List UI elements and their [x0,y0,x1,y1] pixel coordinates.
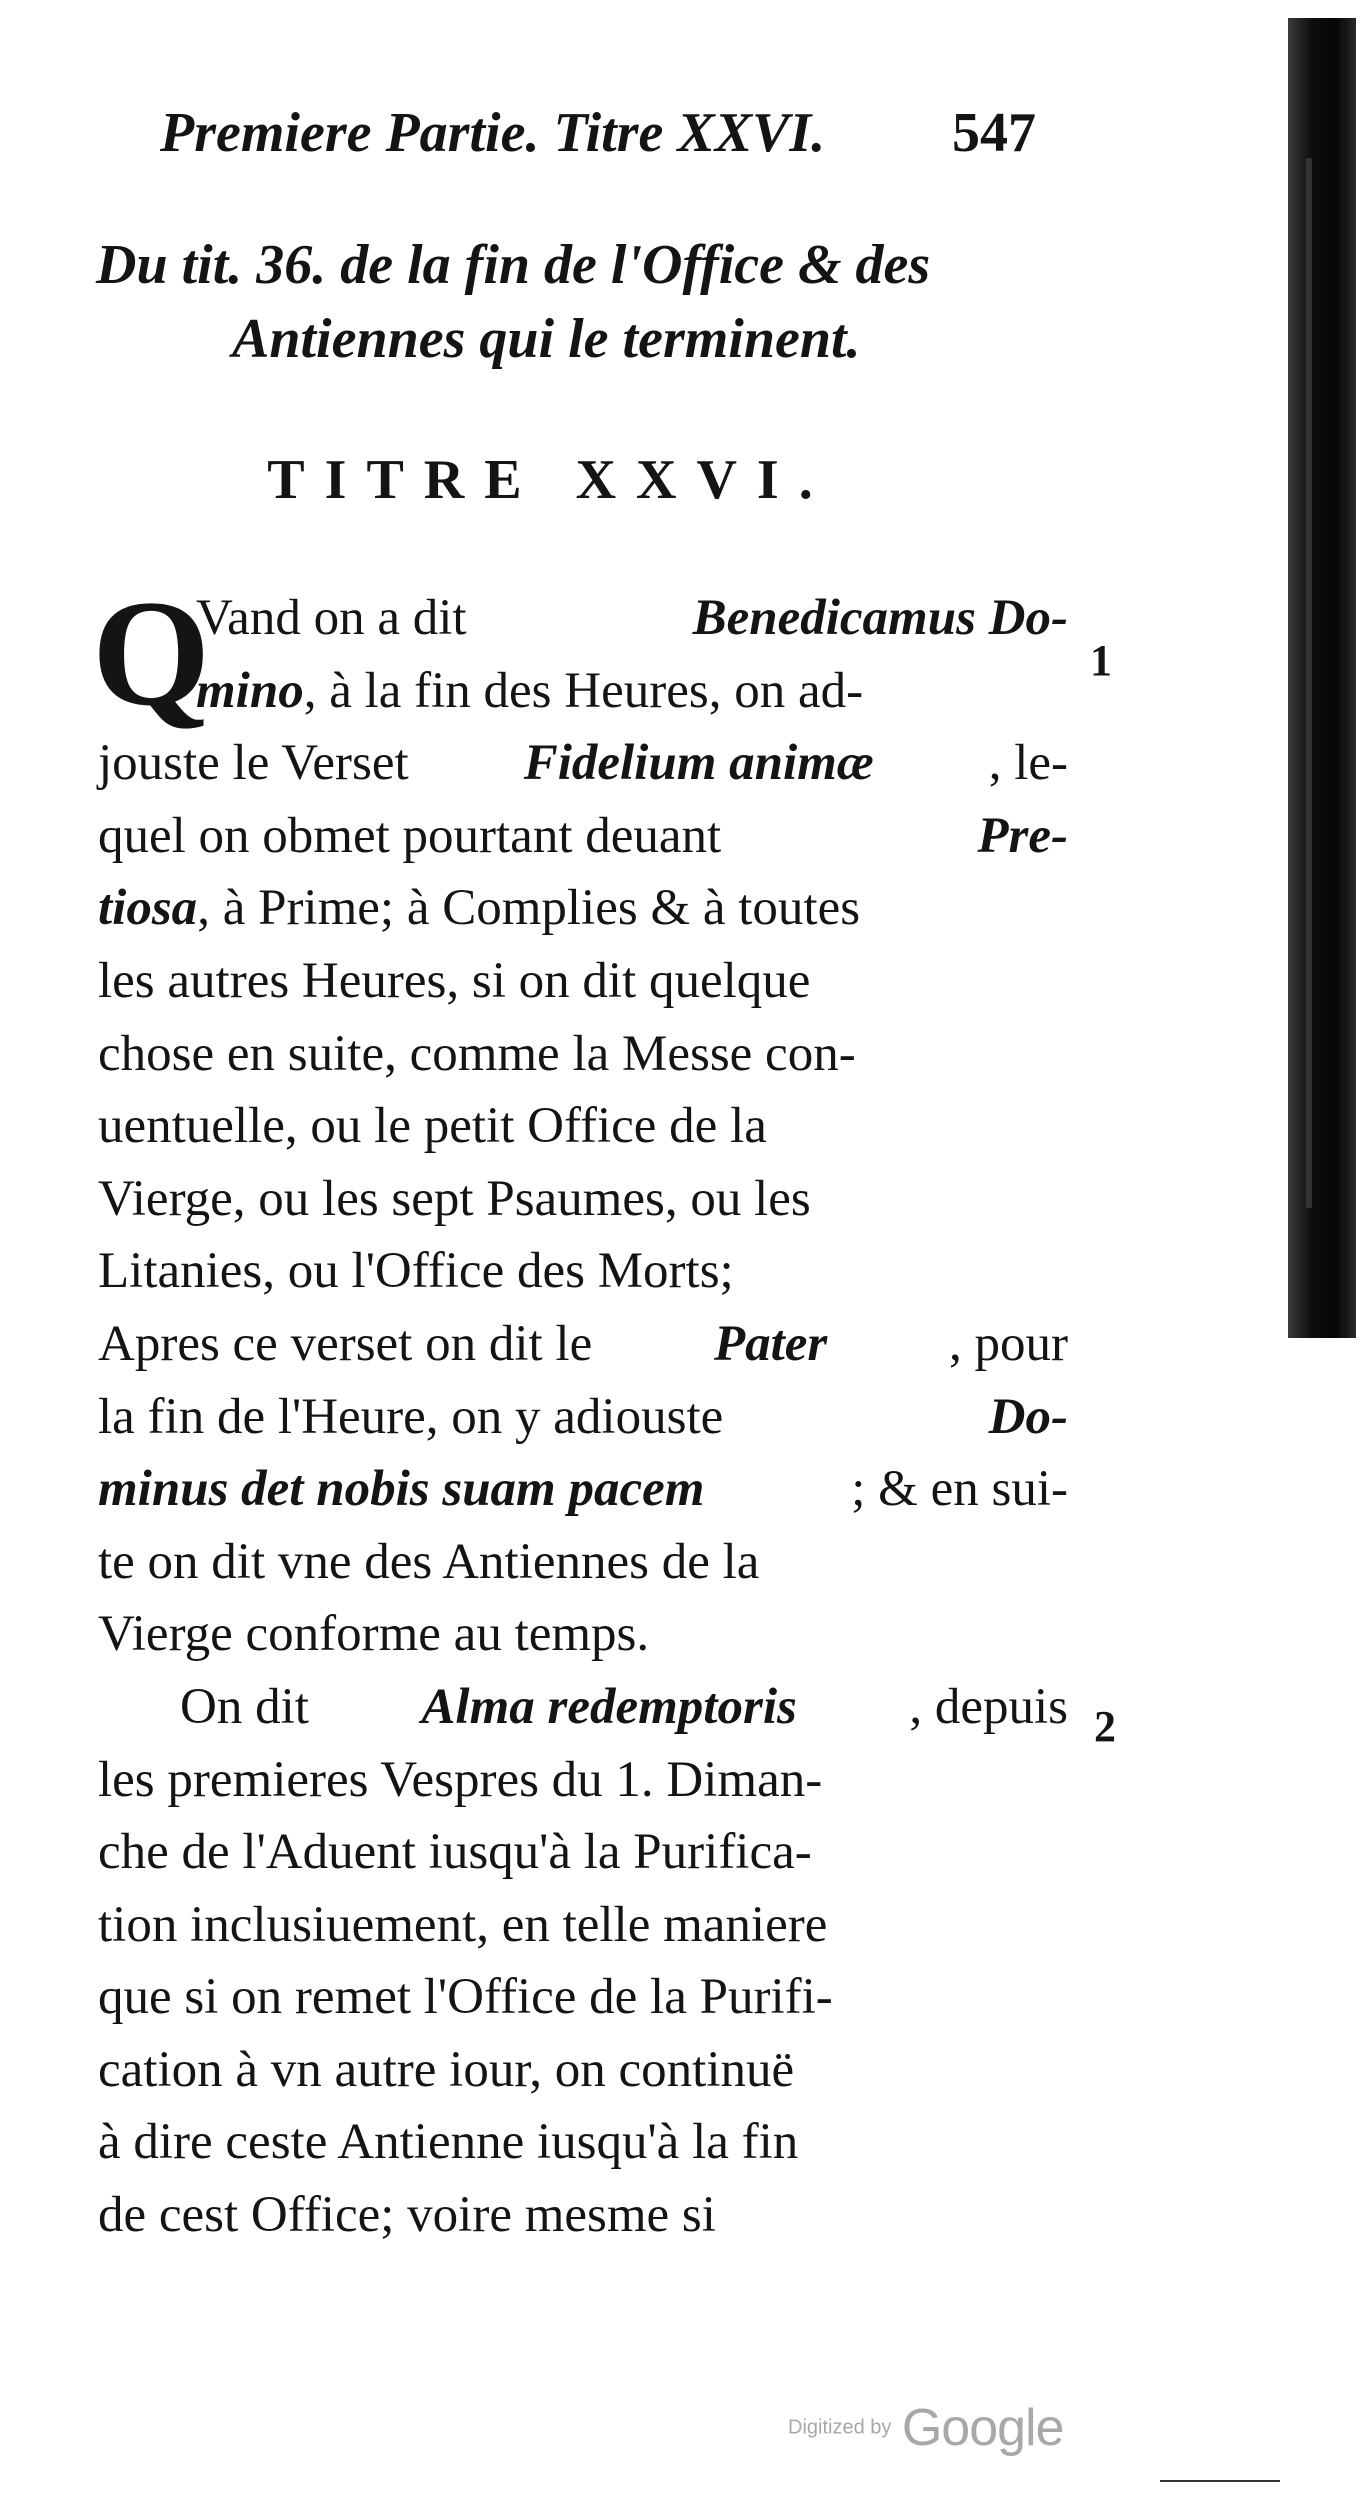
text-span: , à Prime; à Complies & à toutes [197,880,861,937]
text-line [98,727,1068,800]
page-spine-shadow [1288,18,1356,1338]
text-span: Apres ce verset on dit le [98,1315,593,1372]
watermark-prefix: Digitized by [788,2416,892,2439]
running-head-text: Premiere Partie. Titre XXVI. [160,102,826,164]
digitized-watermark [788,2398,1088,2458]
text-span: , depuis [909,1678,1068,1735]
italic-span: tiosa [98,880,198,937]
body-text [98,582,1068,2252]
text-line: che de l'Aduent iusqu'à la Purifica- [98,1824,812,1881]
text-span: quel on obmet pourtant deuant [98,807,722,864]
text-line [98,655,1068,728]
text-span: jouste le Verset [98,735,409,792]
text-line [98,1381,1068,1454]
text-line [98,582,1068,655]
text-span: , le- [988,735,1068,792]
text-line [98,800,1068,873]
text-line: les premieres Vespres du 1. Diman- [98,1751,823,1808]
bottom-rule [1160,2480,1280,2482]
text-line: cation à vn autre iour, on continuë [98,2041,795,2098]
italic-span: Alma redemptoris [421,1678,797,1735]
text-line: chose en suite, comme la Messe con- [98,1025,856,1082]
text-span: la fin de l'Heure, on y adiouste [98,1388,724,1445]
text-span: On dit [180,1678,309,1735]
watermark-brand: Google [901,2399,1064,2457]
text-line [98,1453,1068,1526]
italic-span: Benedicamus Do- [692,590,1068,646]
italic-span: Do- [988,1388,1068,1445]
italic-span: Fidelium animæ [523,735,874,792]
text-line: que si on remet l'Office de la Purifi- [98,1969,833,2026]
margin-number-2: 2 [1094,1702,1116,1751]
text-line: uentuelle, ou le petit Office de la [98,1098,767,1155]
italic-span: mino [196,662,304,719]
text-line: Vierge, ou les sept Psaumes, ou les [98,1170,811,1227]
margin-number-1: 1 [1090,636,1112,685]
chapter-summary [96,228,1086,376]
italic-span: Pre- [977,807,1068,864]
page-number: 547 [952,102,1036,164]
text-line [98,1671,1068,1744]
text-span: Vand on a dit [196,590,467,646]
text-line: te on dit vne des Antiennes de la [98,1533,760,1590]
section-title: TITRE XXVI. [267,449,833,511]
text-line [98,1308,1068,1381]
summary-line-1: Du tit. 36. de la fin de l'Office & des [96,234,931,296]
text-span: , à la fin des Heures, on ad- [303,662,864,719]
text-line: Vierge conforme au temps. [98,1606,650,1663]
text-line: Litanies, ou l'Office des Morts; [98,1243,734,1300]
text-line: tion inclusiuement, en telle maniere [98,1896,828,1953]
drop-cap-letter: Q [92,569,211,737]
text-span: , pour [949,1315,1068,1372]
italic-span: Pater [713,1315,828,1372]
text-span: ; & en sui- [851,1461,1068,1518]
running-head [160,88,1100,178]
text-line: les autres Heures, si on dit quelque [98,952,811,1009]
summary-line-2: Antiennes qui le terminent. [232,308,861,370]
text-line: à dire ceste Antienne iusqu'à la fin [98,2114,799,2171]
text-line [98,872,1068,945]
italic-span: minus det nobis suam pacem [98,1461,705,1518]
text-line: de cest Office; voire mesme si [98,2187,716,2244]
